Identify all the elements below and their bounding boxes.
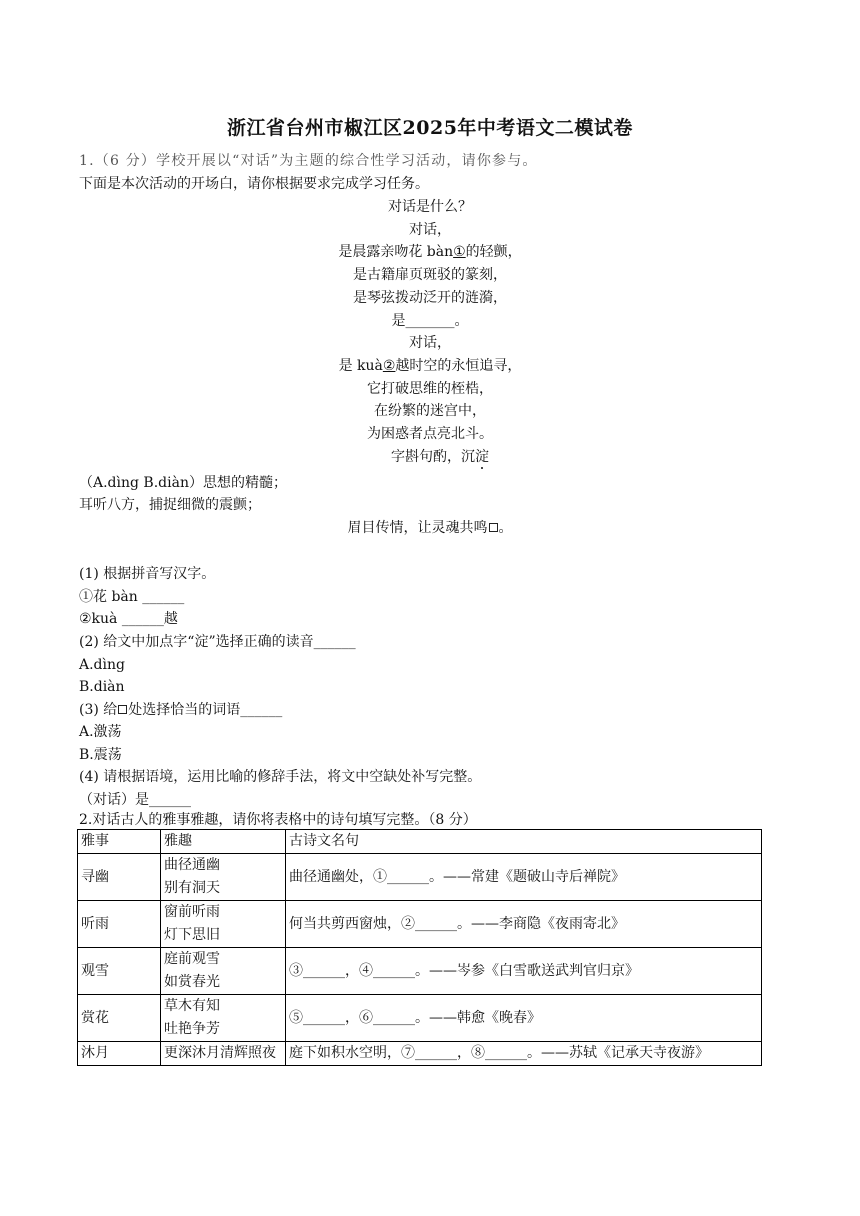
- question-text: (3) 给: [79, 702, 118, 718]
- sub-question: (1) 根据拼音写汉字。: [79, 566, 216, 582]
- blank-square-icon: [118, 705, 127, 714]
- quote-cell: ③______，④______。——岑参《白雪歌送武判官归京》: [286, 948, 762, 995]
- poem-line: 为困惑者点亮北斗。: [367, 426, 493, 442]
- choice-option: A.激荡: [79, 724, 122, 740]
- sub-question: (4) 请根据语境，运用比喻的修辞手法，将文中空缺处补写完整。: [79, 769, 482, 785]
- table-header-row: [78, 830, 762, 854]
- answer-blank: ②kuà ______越: [79, 611, 178, 627]
- poem-line: 在纷繁的迷宫中，: [374, 403, 486, 419]
- event-cell: 沐月: [78, 1042, 161, 1066]
- q1-intro: 1.（6 分）学校开展以“对话”为主题的综合性学习活动，请你参与。: [79, 153, 538, 169]
- poem-line: 对话，: [409, 222, 451, 238]
- interest-line: 曲径通幽: [164, 857, 220, 873]
- header-cell: 雅趣: [161, 830, 286, 854]
- header-cell: 雅事: [78, 830, 161, 854]
- poem-text: 是 kuà: [338, 358, 383, 374]
- poem-text: 的轻颤，: [465, 244, 522, 260]
- blank-marker-2: ②: [382, 358, 396, 374]
- quote-cell: ⑤______，⑥______。——韩愈《晚春》: [286, 995, 762, 1042]
- choice-option: B.diàn: [79, 679, 125, 695]
- event-cell: 寻幽: [78, 854, 161, 901]
- sub-question: (2) 给文中加点字“淀”选择正确的读音______: [79, 634, 356, 650]
- choice-option: B.震荡: [79, 747, 122, 763]
- poem-text: 字斟句酌，沉: [391, 449, 475, 465]
- interest-line: 窗前听雨: [164, 904, 220, 920]
- table-row: [78, 854, 762, 901]
- sub-question: [79, 701, 282, 719]
- quote-cell: 何当共剪西窗烛，②______。——李商隐《夜雨寄北》: [286, 901, 762, 948]
- interest-line: 如赏春光: [164, 974, 220, 990]
- answer-blank: （对话）是______: [79, 792, 191, 808]
- answer-blank: ①花 bàn ______: [79, 589, 185, 605]
- event-cell: 赏花: [78, 995, 161, 1042]
- interest-line: 灯下思旧: [164, 927, 220, 943]
- poem-line: [0, 519, 860, 537]
- interest-cell: [161, 948, 286, 995]
- poem-line: [0, 243, 860, 261]
- poem-line: [0, 448, 860, 466]
- poem-text: 是晨露亲吻花 bàn: [338, 244, 454, 260]
- table-row: [78, 1042, 762, 1066]
- question-text: 处选择恰当的词语______: [128, 702, 283, 718]
- poem-line: 对话，: [409, 335, 451, 351]
- event-cell: 听雨: [78, 901, 161, 948]
- q2-intro: 2.对话古人的雅事雅趣，请你将表格中的诗句填写完整。（8 分）: [79, 812, 477, 828]
- blank-square-icon: [489, 523, 498, 532]
- interest-cell: 更深沐月清辉照夜: [161, 1042, 286, 1066]
- poem-line: 是琴弦拨动泛开的涟漪，: [353, 290, 507, 306]
- poem-text: 越时空的永恒追寻，: [395, 358, 522, 374]
- interest-line: 别有洞天: [164, 880, 220, 896]
- q1-lead: 下面是本次活动的开场白，请你根据要求完成学习任务。: [79, 176, 429, 192]
- poem-line: （A.dìng B.diàn）思想的精髓；: [79, 475, 287, 491]
- choice-option: A.dìng: [79, 657, 125, 673]
- table-row: [78, 948, 762, 995]
- interest-cell: [161, 854, 286, 901]
- table-row: [78, 995, 762, 1042]
- poem-line: 对话是什么？: [388, 199, 472, 215]
- dotted-character: 淀: [475, 449, 489, 465]
- poem-line: 它打破思维的桎梏，: [367, 381, 493, 397]
- page-title: 浙江省台州市椒江区2025年中考语文二模试卷: [227, 117, 633, 139]
- poetry-table: [77, 829, 762, 1066]
- interest-cell: [161, 995, 286, 1042]
- quote-cell: 庭下如积水空明，⑦______，⑧______。——苏轼《记承天寺夜游》: [286, 1042, 762, 1066]
- poem-line: 耳听八方，捕捉细微的震颤；: [79, 497, 261, 513]
- blank-marker-1: ①: [453, 244, 466, 260]
- poem-line: 是_______。: [391, 313, 469, 329]
- header-cell: 古诗文名句: [286, 830, 762, 854]
- table-row: [78, 901, 762, 948]
- interest-line: 吐艳争芳: [164, 1021, 220, 1037]
- poem-line: [0, 357, 860, 375]
- poem-line: 是古籍扉页斑驳的篆刻，: [353, 267, 507, 283]
- interest-line: 草木有知: [164, 998, 220, 1014]
- poem-text: 眉目传情，让灵魂共鸣: [347, 520, 488, 536]
- interest-cell: [161, 901, 286, 948]
- quote-cell: 曲径通幽处，①______。——常建《题破山寺后禅院》: [286, 854, 762, 901]
- event-cell: 观雪: [78, 948, 161, 995]
- interest-line: 庭前观雪: [164, 951, 220, 967]
- poem-text: 。: [498, 520, 513, 536]
